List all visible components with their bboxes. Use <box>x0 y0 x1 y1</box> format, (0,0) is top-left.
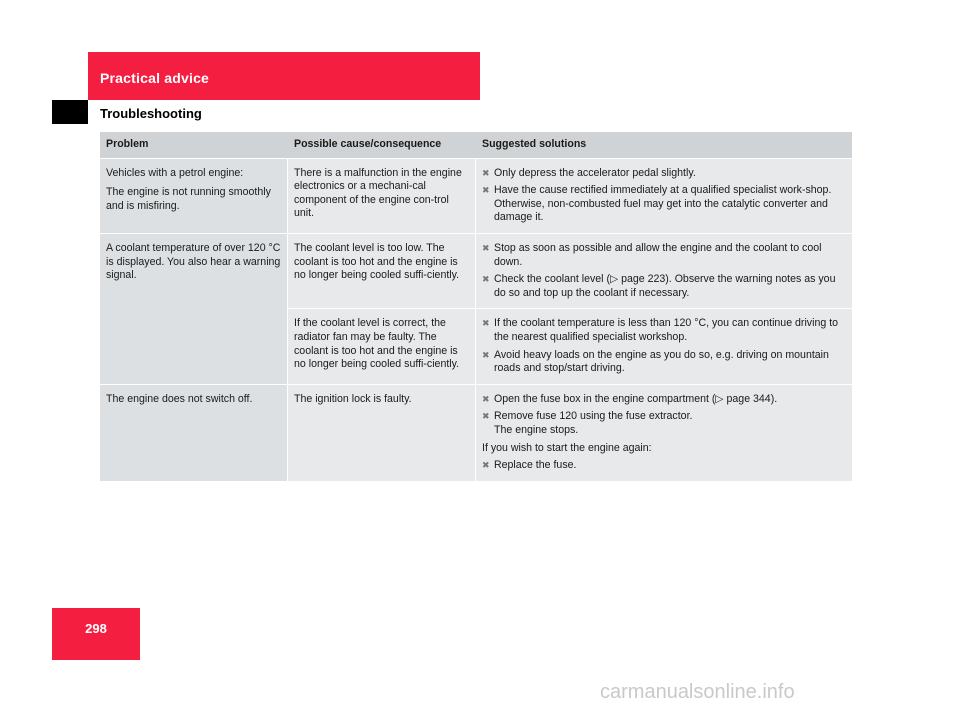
solutions-cell <box>476 385 852 481</box>
arrow-step-icon: ✖ <box>482 167 490 178</box>
problem-cell <box>100 159 288 234</box>
solution-text: Only depress the accelerator pedal slightly. <box>494 166 696 179</box>
table-row <box>100 385 852 481</box>
table-row <box>100 159 852 234</box>
solution-text: Stop as soon as possible and allow the engine and the coolant to cool down. <box>494 241 822 268</box>
column-header-solutions: Suggested solutions <box>476 132 852 159</box>
arrow-step-icon: ✖ <box>482 411 490 422</box>
solution-text: Avoid heavy loads on the engine as you do so, e.g. driving on mountain roads and stop/start driving. <box>494 348 829 375</box>
solution-step <box>482 167 846 181</box>
cause-text: If the coolant level is correct, the radiator fan may be faulty. The coolant is too hot and the engine is no longer being cooled suffi-ciently. <box>294 317 460 371</box>
arrow-step-icon: ✖ <box>482 318 490 329</box>
solution-step <box>482 273 846 300</box>
solution-step <box>482 459 846 473</box>
problem-text: A coolant temperature of over 120 °C is displayed. You also hear a warning signal. <box>106 241 281 282</box>
page-number: 298 <box>85 621 107 636</box>
troubleshooting-table <box>100 132 852 481</box>
arrow-step-icon: ✖ <box>482 460 490 471</box>
watermark: carmanualsonline.info <box>600 681 795 703</box>
section-title: Practical advice <box>100 70 210 86</box>
solutions-cell <box>476 309 852 384</box>
solution-text: Check the coolant level (▷ page 223). Observe the warning notes as you do so and top up the coolant if necessary. <box>494 273 836 299</box>
plain-instruction: If you wish to start the engine again: <box>482 441 652 454</box>
cause-cell <box>288 385 476 481</box>
arrow-step-icon: ✖ <box>482 349 490 360</box>
cause-text: The coolant level is too low. The coolant is too hot and the engine is no longer being cooled suffi-ciently. <box>294 241 460 282</box>
section-tab-marker <box>52 100 88 124</box>
solution-text: Have the cause rectified immediately at a qualified specialist work-shop. <box>494 184 832 197</box>
solution-step <box>482 242 846 269</box>
solutions-cell <box>476 159 852 234</box>
solution-step <box>482 317 846 344</box>
arrow-step-icon: ✖ <box>482 185 490 196</box>
problem-cell <box>100 385 288 481</box>
problem-cell <box>100 234 288 385</box>
solution-step <box>482 349 846 376</box>
cause-cell <box>288 159 476 234</box>
arrow-step-icon: ✖ <box>482 274 490 285</box>
cause-text: The ignition lock is faulty. <box>294 392 412 405</box>
solution-step <box>482 410 846 437</box>
problem-text: The engine does not switch off. <box>106 392 253 405</box>
solution-text: Open the fuse box in the engine compartment (▷ page 344). <box>494 392 778 405</box>
problem-text: The engine is not running smoothly and is misfiring. <box>106 186 271 212</box>
problem-text: Vehicles with a petrol engine: <box>106 166 244 179</box>
solution-text: If the coolant temperature is less than 120 °C, you can continue driving to the nearest qualified specialist workshop. <box>494 317 839 343</box>
solution-note: The engine stops. <box>494 423 579 436</box>
cause-cell <box>288 309 476 384</box>
table-header-row <box>100 132 852 159</box>
column-header-problem: Problem <box>100 132 288 159</box>
cause-cell <box>288 234 476 309</box>
column-header-cause: Possible cause/consequence <box>288 132 476 159</box>
subsection-title: Troubleshooting <box>100 106 202 121</box>
solution-text: Remove fuse 120 using the fuse extractor. <box>494 410 693 423</box>
solutions-cell <box>476 234 852 309</box>
solution-note: Otherwise, non-combusted fuel may get into the catalytic converter and damage it. <box>494 197 828 224</box>
solution-step <box>482 184 846 225</box>
solution-step <box>482 393 846 407</box>
arrow-step-icon: ✖ <box>482 393 490 404</box>
solution-text: Replace the fuse. <box>494 459 577 472</box>
arrow-step-icon: ✖ <box>482 242 490 253</box>
cause-text: There is a malfunction in the engine electronics or a mechani-cal component of the engine con-trol unit. <box>294 166 462 220</box>
table-row <box>100 234 852 309</box>
